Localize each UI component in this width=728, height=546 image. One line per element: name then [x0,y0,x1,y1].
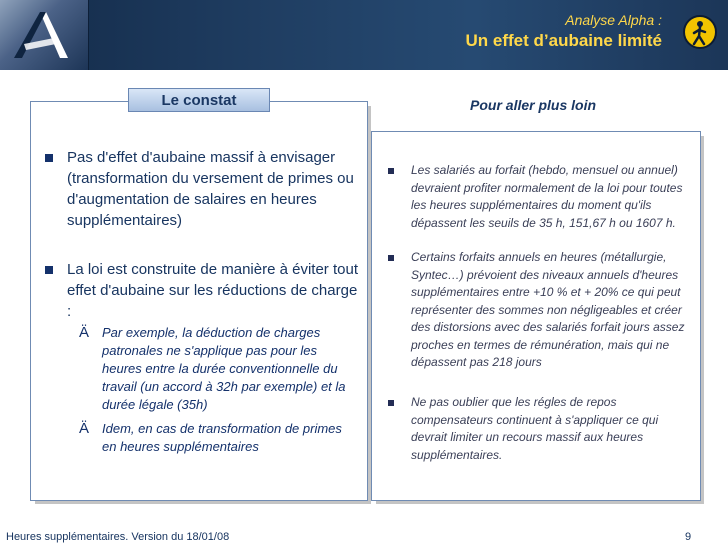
road-sign-icon [682,14,718,52]
right-panel-heading: Pour aller plus loin [470,97,597,113]
right-bullet-2: Certains forfaits annuels en heures (métallurgie, Syntec…) prévoient des niveaux annuels d'heures supplémentaires entre +10 % et + 20% ce qui peut représenter des sommes non négligeables et créer des distorsions avec des salariés forfait jours assez proches en termes de rémunération, mais qui ne dépassent pas 218 jours [411,250,685,369]
page-number: 9 [685,531,692,543]
left-sub-bullet-1: Par exemple, la déduction de charges patronales ne s'applique pas pour les heures entre la durée conventionnelle du travail (un accord à 32h par exemple) et la durée légale (35h) [102,325,346,412]
bullet-square-icon [388,400,394,406]
left-sub-bullet-2: Idem, en cas de transformation de primes en heures supplémentaires [102,421,342,454]
right-bullet-1: Les salariés au forfait (hebdo, mensuel ou annuel) devraient profiter normalement de la loi pour toutes les heures supplémentaires du moment qu'ils dépassent les seuils de 35 h, 151,67 h ou 1607 h. [411,163,683,230]
left-bullet-2: La loi est construite de manière à éviter tout effet d'aubaine sur les réductions de charge : [67,261,358,320]
slide-footer [0,530,728,546]
alpha-logo [0,0,89,70]
bullet-square-icon [388,168,394,174]
slide-subtitle: Analyse Alpha : [565,12,662,28]
footer-text: Heures supplémentaires. Version du 18/01/08 [6,531,230,543]
left-bullet-1: Pas d'effet d'aubaine massif à envisager (transformation du versement de primes ou d'augmentation de salaires en heures supplémentaires) [67,149,354,229]
bullet-square-icon [45,266,53,274]
sub-bullet-marker: Ä [79,324,90,341]
left-panel-tab: Le constat [128,88,270,112]
bullet-square-icon [388,255,394,261]
right-bullet-3: Ne pas oublier que les régles de repos compensateurs continuent à s'appliquer ce qui devrait limiter un recours massif aux heures supplémentaires. [411,395,659,462]
sub-bullet-marker: Ä [79,420,90,437]
slide-title: Un effet d’aubaine limité [465,31,662,50]
bullet-square-icon [45,154,53,162]
slide-header [0,0,728,70]
